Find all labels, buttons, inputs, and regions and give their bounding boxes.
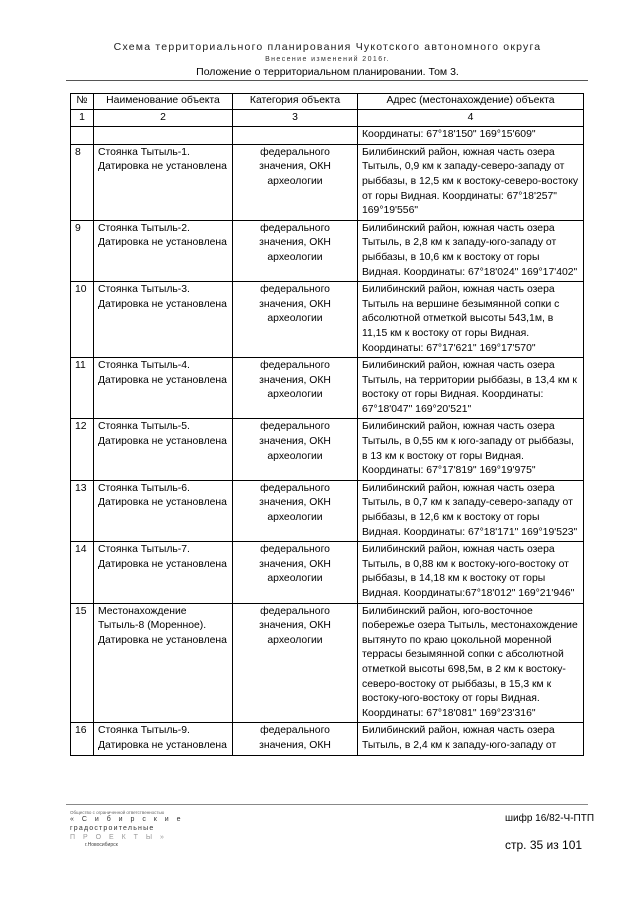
object-category: федерального значения, ОКН археологии [233,282,358,358]
object-category: федерального значения, ОКН археологии [233,220,358,281]
row-number: 11 [71,358,94,419]
object-category: федерального значения, ОКН археологии [233,144,358,220]
column-index: 3 [233,109,358,127]
row-number: 9 [71,220,94,281]
table-row [71,723,584,755]
table-row [71,358,584,419]
column-header-address: Адрес (местонахождение) объекта [358,94,584,110]
column-index-row [71,109,584,127]
object-category: федерального значения, ОКН археологии [233,603,358,723]
object-name: Стоянка Тытыль-2. Датировка не установлена [94,220,233,281]
objects-table [70,93,584,756]
table-header-row [71,94,584,110]
object-category: федерального значения, ОКН археологии [233,542,358,603]
column-index: 4 [358,109,584,127]
footer-divider [66,804,588,805]
row-number: 14 [71,542,94,603]
object-name: Стоянка Тытыль-5. Датировка не установлена [94,419,233,480]
document-title: Схема территориального планирования Чукотского автономного округа [113,41,542,53]
object-category: федерального значения, ОКН [233,723,358,755]
object-address: Билибинский район, южная часть озера Тытыль, в 0,7 км к западу-северо-западу от рыббазы, в 12,6 км к востоку от горы Видная. Координаты: 67°18'171" 169°19'523" [358,480,584,541]
continuation-row [71,127,584,145]
column-header-number: № [71,94,94,110]
logo-line: Общество с ограниченной ответственностью [70,810,165,815]
object-address: Билибинский район, южная часть озера Тытыль, в 0,55 км к юго-западу от рыббазы, в 13 км к востоку от горы Видная. Координаты: 67°17'819" 169°19'975" [358,419,584,480]
object-address: Билибинский район, южная часть озера Тытыль, на территории рыббазы, в 13,4 км к востоку от горы Видная. Координаты: 67°18'047" 169°20'521" [358,358,584,419]
header-divider [66,80,588,81]
table-row [71,419,584,480]
row-number: 12 [71,419,94,480]
logo-line: П Р О Е К Т Ы » [70,834,167,841]
table-row [71,144,584,220]
object-name: Стоянка Тытыль-1. Датировка не установлена [94,144,233,220]
logo-line: « С и б и р с к и е [70,816,184,823]
row-number: 15 [71,603,94,723]
object-name: Стоянка Тытыль-6. Датировка не установлена [94,480,233,541]
object-address: Билибинский район, южная часть озера Тытыль, в 2,8 км к западу-юго-западу от рыббазы, в 10,6 км к востоку от горы Видная. Координаты: 67°18'024" 169°17'402" [358,220,584,281]
document-cipher: шифр 16/82-Ч-ПТП [505,813,595,824]
object-address: Билибинский район, южная часть озера Тытыль, в 2,4 км к западу-юго-западу от [358,723,584,755]
row-number: 16 [71,723,94,755]
continuation-address: Координаты: 67°18'150" 169°15'609" [358,127,584,145]
object-address: Билибинский район, южная часть озера Тытыль на вершине безымянной сопки с абсолютной отметкой высоты 543,1м, в 11,15 км к востоку от горы Видная. Координаты: 67°17'621" 169°17'570" [358,282,584,358]
object-category: федерального значения, ОКН археологии [233,419,358,480]
table-row [71,220,584,281]
column-header-category: Категория объекта [233,94,358,110]
table-row [71,603,584,723]
page-number: стр. 35 из 101 [505,838,583,852]
column-index: 1 [71,109,94,127]
object-category: федерального значения, ОКН археологии [233,358,358,419]
object-name: Местонахождение Тытыль-8 (Моренное). Датировка не установлена [94,603,233,723]
object-name: Стоянка Тытыль-9. Датировка не установлена [94,723,233,755]
column-index: 2 [94,109,233,127]
row-number: 10 [71,282,94,358]
object-name: Стоянка Тытыль-3. Датировка не установлена [94,282,233,358]
row-number: 13 [71,480,94,541]
volume-title: Положение о территориальном планировании. Том 3. [196,66,459,78]
object-address: Билибинский район, юго-восточное побережье озера Тытыль, местонахождение вытянуто по краю цокольной моренной террасы безымянной сопки с абсолютной отметкой высоты 698,5м, в 2 км к востоку-северо-востоку от рыббазы, в 15,3 км к востоку-юго-востоку от горы Видная. Координаты: 67°18'081" 169°23'316" [358,603,584,723]
table-row [71,542,584,603]
object-name: Стоянка Тытыль-4. Датировка не установлена [94,358,233,419]
object-category: федерального значения, ОКН археологии [233,480,358,541]
document-subtitle: Внесение изменений 2016г. [265,56,390,63]
logo-line: градостроительные [70,825,155,832]
object-name: Стоянка Тытыль-7. Датировка не установлена [94,542,233,603]
object-address: Билибинский район, южная часть озера Тытыль, 0,9 км к западу-северо-западу от рыббазы, в 12,5 км к востоку-северо-востоку от горы Видная. Координаты: 67°18'257" 169°19'556" [358,144,584,220]
object-address: Билибинский район, южная часть озера Тытыль, в 0,88 км к востоку-юго-востоку от рыббазы, в 14,18 км к востоку от горы Видная. Координаты:67°18'012" 169°21'946" [358,542,584,603]
column-header-name: Наименование объекта [94,94,233,110]
company-logo [70,810,200,858]
logo-city: г.Новосибирск [85,842,118,848]
table-row [71,480,584,541]
table-row [71,282,584,358]
row-number: 8 [71,144,94,220]
